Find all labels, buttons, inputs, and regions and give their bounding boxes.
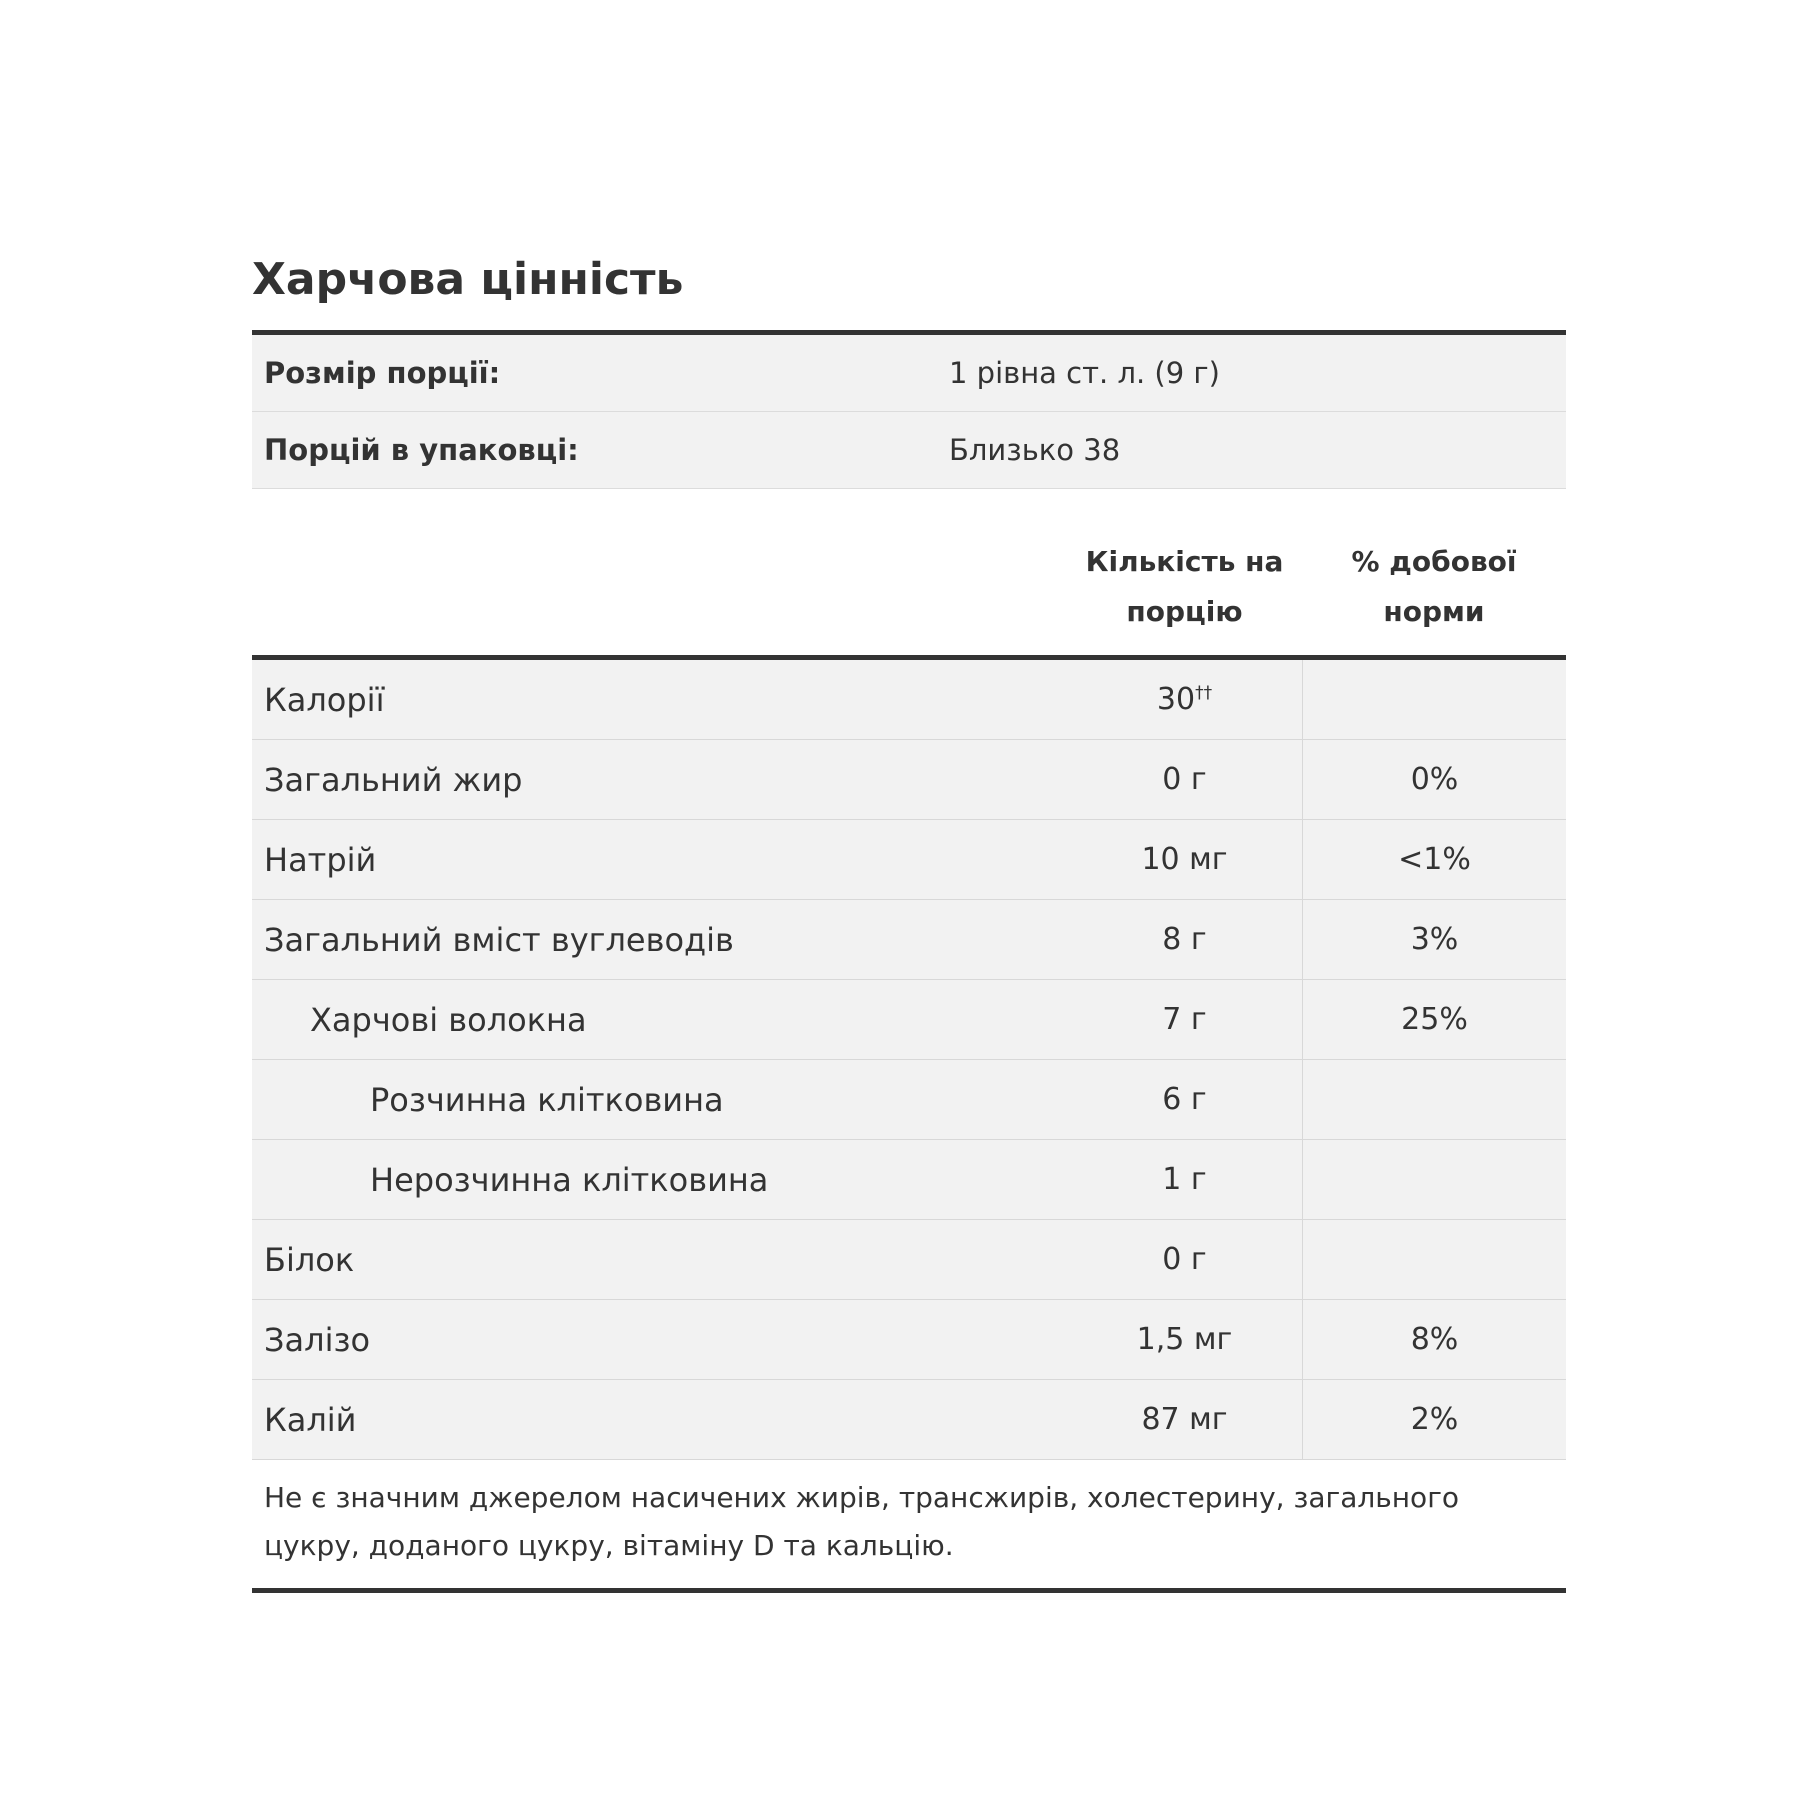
nutrient-dv: 25% xyxy=(1302,980,1566,1059)
servings-per-container-row xyxy=(252,412,1566,489)
nutrient-name: Натрій xyxy=(264,840,377,879)
nutrient-name: Розчинна клітковина xyxy=(370,1080,724,1119)
nutrient-name: Загальний вміст вуглеводів xyxy=(264,920,734,959)
nutrient-amount: 87 мг xyxy=(1141,1402,1228,1437)
amount-header-line2: порцію xyxy=(1126,595,1243,628)
nutrient-amount: 6 г xyxy=(1162,1082,1207,1117)
nutrient-amount xyxy=(1067,682,1302,717)
nutrient-dv xyxy=(1302,660,1566,739)
nutrient-dv: 3% xyxy=(1302,900,1566,979)
header-blank xyxy=(252,537,1067,655)
nutrient-amount: 1,5 мг xyxy=(1136,1322,1233,1357)
nutrient-name: Залізо xyxy=(264,1320,371,1359)
nutrient-row-sodium xyxy=(252,820,1566,900)
dv-header-line2: норми xyxy=(1383,595,1485,628)
serving-size-value: 1 рівна ст. л. (9 г) xyxy=(949,356,1220,390)
footnote-text: Не є значним джерелом насичених жирів, трансжирів, холестерину, загального цукру, доданого цукру, вітаміну D та кальцію. xyxy=(252,1460,1566,1593)
nutrient-name: Калій xyxy=(264,1400,357,1439)
nutrient-amount: 7 г xyxy=(1162,1002,1207,1037)
nutrient-row-insoluble-fiber xyxy=(252,1140,1566,1220)
nutrient-row-soluble-fiber xyxy=(252,1060,1566,1140)
nutrient-row-total-fat xyxy=(252,740,1566,820)
nutrient-dv xyxy=(1302,1060,1566,1139)
footnote-mark: †† xyxy=(1195,683,1213,703)
nutrient-dv: 8% xyxy=(1302,1300,1566,1379)
amount-header-line1: Кількість на xyxy=(1085,545,1284,578)
amount-per-serving-header xyxy=(1067,537,1302,655)
servings-per-container-value: Близько 38 xyxy=(949,433,1121,467)
nutrient-name: Нерозчинна клітковина xyxy=(370,1160,769,1199)
nutrient-row-potassium xyxy=(252,1380,1566,1460)
nutrient-dv: <1% xyxy=(1302,820,1566,899)
nutrient-amount: 8 г xyxy=(1162,922,1207,957)
nutrient-row-iron xyxy=(252,1300,1566,1380)
nutrient-amount: 10 мг xyxy=(1141,842,1228,877)
serving-size-label: Розмір порції: xyxy=(264,356,501,390)
nutrient-table xyxy=(252,655,1566,1460)
nutrient-name: Харчові волокна xyxy=(310,1000,587,1039)
serving-size-row xyxy=(252,335,1566,412)
dv-header-line1: % добової xyxy=(1351,545,1517,578)
servings-per-container-label: Порцій в упаковці: xyxy=(264,433,579,467)
nutrient-row-protein xyxy=(252,1220,1566,1300)
nutrient-dv: 2% xyxy=(1302,1380,1566,1459)
daily-value-header xyxy=(1302,537,1566,655)
nutrient-row-calories xyxy=(252,660,1566,740)
nutrient-amount: 1 г xyxy=(1162,1162,1207,1197)
nutrient-table-header xyxy=(252,537,1566,655)
serving-summary xyxy=(252,330,1566,489)
nutrient-name: Калорії xyxy=(264,680,385,719)
nutrient-dv xyxy=(1302,1140,1566,1219)
nutrient-dv: 0% xyxy=(1302,740,1566,819)
page-title: Харчова цінність xyxy=(252,254,684,305)
nutrient-name: Білок xyxy=(264,1240,355,1279)
nutrient-row-total-carbohydrate xyxy=(252,900,1566,980)
calories-value: 30 xyxy=(1156,682,1196,717)
nutrient-amount: 0 г xyxy=(1162,1242,1207,1277)
nutrient-dv xyxy=(1302,1220,1566,1299)
nutrient-name: Загальний жир xyxy=(264,760,523,799)
nutrition-facts-panel xyxy=(252,248,1566,1593)
nutrient-amount: 0 г xyxy=(1162,762,1207,797)
nutrient-row-dietary-fiber xyxy=(252,980,1566,1060)
